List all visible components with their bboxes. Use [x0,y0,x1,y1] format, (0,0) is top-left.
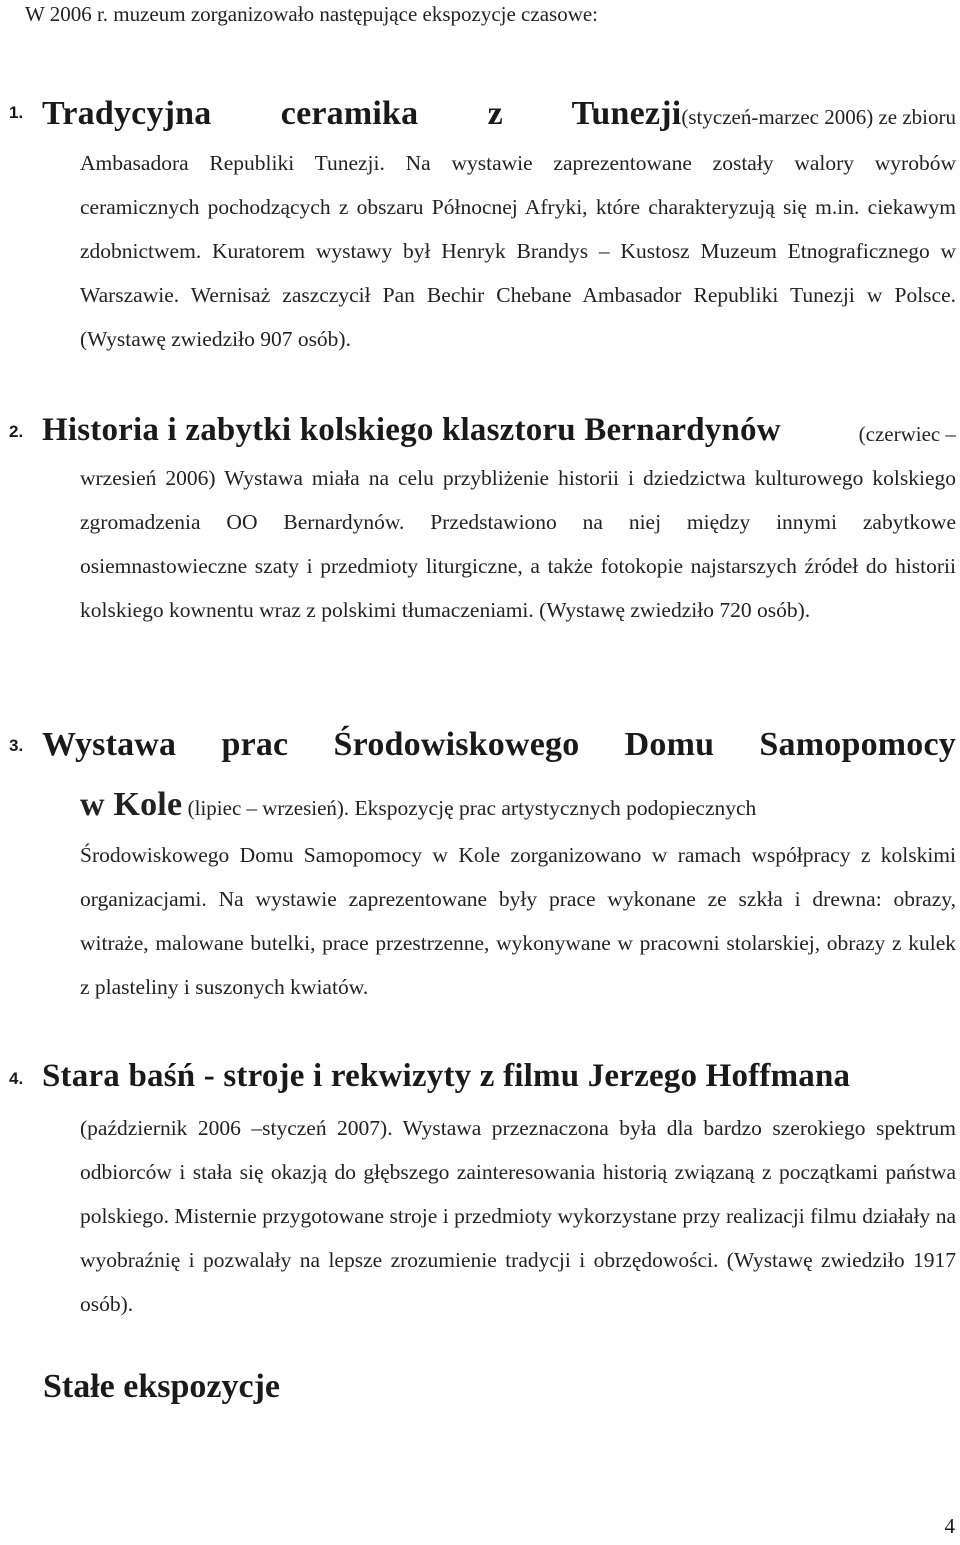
item-heading-line [42,726,956,764]
item-dates: (czerwiec – [858,422,956,446]
item-number: 2. [9,422,24,441]
item-description-first: Ekspozycję prac artystycznych podopiecznych [354,796,757,820]
item-heading-line [42,1058,956,1095]
intro-text: W 2006 r. muzeum zorganizowało następujące ekspozycje czasowe: [25,2,599,26]
item-title: Stara baśń - stroje i rekwizyty z filmu Jerzego Hoffmana [42,1058,851,1094]
item-title: Historia i zabytki kolskiego klasztoru Bernardynów [42,412,781,448]
item-title: Wystawa prac Środowiskowego Domu Samopomocy [42,726,956,763]
item-description: (październik 2006 –styczeń 2007). Wystawa przeznaczona była dla bardzo szerokiego spektrum odbiorców i stała się okazją do głębszego zainteresowania historią związaną z początkami państwa polskiego. Misternie przygotowane stroje i przedmioty wykorzystane przy realizacji filmu działały na wyobraźnię i pozwalały na lepsze zrozumienie tradycji i obrzędowości. (Wystawę zwiedziło 1917 osób). [80,1116,956,1316]
page-number: 4 [944,1514,955,1538]
item-description: Środowiskowego Domu Samopomocy w Kole zorganizowano w ramach współpracy z kolskimi organizacjami. Na wystawie zaprezentowane były prace wykonane ze szkła i drewna: obrazy, witraże, malowane butelki, prace przestrzenne, wykonywane w pracowni stolarskiej, obrazy z kulek z plasteliny i suszonych kwiatów. [80,843,956,999]
item-title: Tradycyjna ceramika z Tunezji [42,95,682,132]
item-heading-line [42,95,956,133]
item-number: 3. [9,736,24,755]
permanent-exhibitions-heading: Stałe ekspozycje [43,1368,281,1405]
item-description: wrzesień 2006) Wystawa miała na celu przybliżenie historii i dziedzictwa kulturowego kolskiego zgromadzenia OO Bernardynów. Przedstawiono na niej między innymi zabytkowe osiemnastowieczne szaty i przedmioty liturgiczne, a także fotokopie najstarszych źródeł do historii kolskiego kownentu wraz z polskimi tłumaczeniami. (Wystawę zwiedziło 720 osób). [80,466,956,622]
item-title-continuation: w Kole [80,786,183,823]
item-dates: (lipiec – wrzesień). [187,796,350,820]
item-heading-continuation [80,786,956,824]
item-number: 1. [9,103,24,122]
item-heading-line [42,412,956,449]
item-dates: (styczeń-marzec 2006) ze zbioru [681,105,956,129]
item-description: Ambasadora Republiki Tunezji. Na wystawie zaprezentowane zostały walory wyrobów ceramicznych pochodzących z obszaru Północnej Afryki, które charakteryzują się m.in. ciekawym zdobnictwem. Kuratorem wystawy był Henryk Brandys – Kustosz Muzeum Etnograficznego w Warszawie. Wernisaż zaszczycił Pan Bechir Chebane Ambasador Republiki Tunezji w Polsce. (Wystawę zwiedziło 907 osób). [80,151,956,351]
item-number: 4. [9,1069,24,1088]
